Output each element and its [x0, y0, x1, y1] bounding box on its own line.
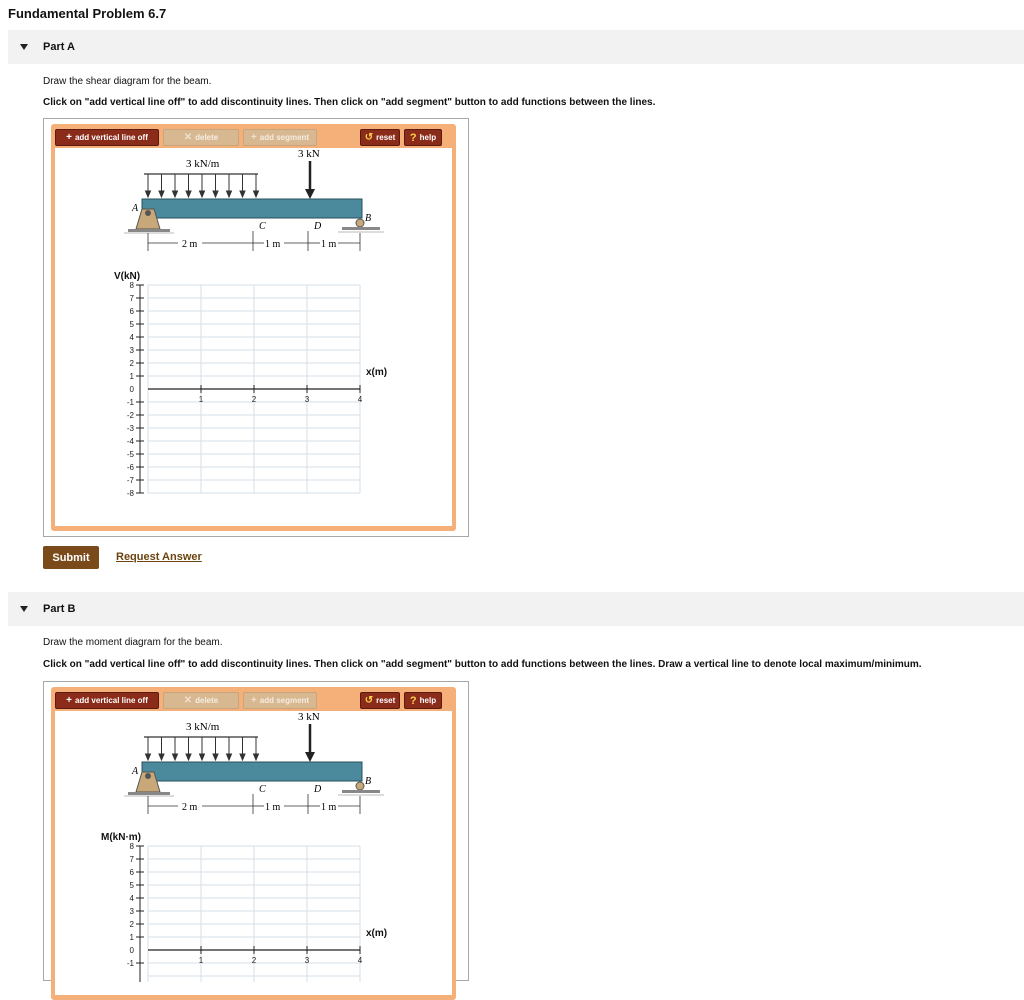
help-label: help	[419, 133, 437, 142]
request-answer-link[interactable]: Request Answer	[116, 551, 202, 563]
load-arrowhead	[186, 754, 191, 760]
distributed-load-arrows	[144, 174, 259, 197]
y-axis-label: V(kN)	[114, 271, 141, 282]
y-tick-label: 6	[129, 307, 134, 316]
load-arrowhead	[146, 191, 151, 197]
delete-label: delete	[195, 696, 219, 705]
add-vertical-line-label: add vertical line off	[74, 696, 148, 705]
distributed-load-label: 3 kN/m	[186, 721, 220, 733]
point-load-label: 3 kN	[298, 711, 320, 723]
x-tick-label: 2	[251, 395, 257, 404]
x-tick-label: 4	[357, 956, 363, 965]
y-tick-label: 0	[129, 946, 134, 955]
dimension-1m-cd: 1 m	[265, 239, 281, 250]
point-load-arrow	[305, 724, 315, 762]
y-tick-label: 1	[129, 372, 134, 381]
help-button[interactable]	[404, 129, 442, 146]
load-arrowhead	[213, 191, 218, 197]
x-tick-label: 1	[198, 956, 204, 965]
load-arrowhead	[146, 754, 151, 760]
part-b-header[interactable]	[8, 592, 1024, 626]
point-c-label: C	[259, 784, 266, 795]
y-tick-label: 4	[129, 333, 134, 342]
help-label: help	[419, 696, 437, 705]
collapse-caret-icon[interactable]	[20, 44, 28, 50]
part-a-label: Part A	[43, 41, 75, 53]
page-title: Fundamental Problem 6.7	[8, 6, 167, 21]
load-arrowhead	[254, 754, 259, 760]
y-tick-label: 1	[129, 933, 134, 942]
y-tick-label: 6	[129, 868, 134, 877]
y-tick-label: -1	[126, 959, 134, 968]
dimension-1m-db: 1 m	[321, 239, 337, 250]
y-tick-label: -2	[126, 411, 134, 420]
load-arrowhead	[173, 754, 178, 760]
dimension-2m: 2 m	[182, 239, 198, 250]
point-a-label: A	[132, 766, 139, 777]
y-tick-label: 3	[129, 346, 134, 355]
dimension-2m: 2 m	[182, 802, 198, 813]
delete-button[interactable]	[163, 692, 239, 709]
part-a-instruction: Draw the shear diagram for the beam.	[43, 76, 212, 87]
part-a-header[interactable]	[8, 30, 1024, 64]
y-tick-label: 2	[129, 359, 134, 368]
y-tick-label: 8	[129, 842, 134, 851]
collapse-caret-icon[interactable]	[20, 606, 28, 612]
reset-label: reset	[376, 133, 396, 142]
undo-arrow-icon: ↺	[364, 695, 374, 706]
part-b-applet	[43, 681, 469, 981]
moment-diagram-plot[interactable]	[44, 832, 464, 982]
y-tick-label: -5	[126, 450, 134, 459]
question-icon: ?	[409, 131, 417, 144]
x-axis-label: x(m)	[366, 928, 388, 939]
add-vertical-line-button[interactable]	[55, 129, 159, 146]
reset-button[interactable]	[360, 692, 400, 709]
plus-icon: +	[250, 132, 257, 143]
part-b-instruction-detail: Click on "add vertical line off" to add discontinuity lines. Then click on "add segment" button to add functions between the lines. Draw a vertical line to denote local maximum/minimum.	[43, 659, 922, 670]
point-a-label: A	[132, 203, 139, 214]
point-d-label: D	[314, 221, 322, 232]
shear-diagram-plot[interactable]	[44, 269, 464, 509]
x-tick-label: 3	[304, 956, 310, 965]
y-tick-label: 0	[129, 385, 134, 394]
y-tick-label: 5	[129, 881, 134, 890]
y-tick-label: 2	[129, 920, 134, 929]
roller-support-b	[338, 782, 384, 795]
part-a-applet	[43, 118, 469, 537]
distributed-load-label: 3 kN/m	[186, 158, 220, 170]
question-icon: ?	[409, 694, 417, 707]
add-segment-button[interactable]	[243, 129, 317, 146]
point-c-label: C	[259, 221, 266, 232]
x-tick-label: 2	[251, 956, 257, 965]
plus-icon: +	[250, 695, 257, 706]
load-arrowhead	[254, 191, 259, 197]
y-tick-label: 7	[129, 855, 134, 864]
x-tick-label: 1	[198, 395, 204, 404]
add-vertical-line-label: add vertical line off	[74, 133, 148, 142]
undo-arrow-icon: ↺	[364, 132, 374, 143]
part-b-label: Part B	[43, 603, 76, 615]
load-arrowhead	[227, 754, 232, 760]
y-tick-label: -3	[126, 424, 134, 433]
y-tick-label: 5	[129, 320, 134, 329]
help-button[interactable]	[404, 692, 442, 709]
beam-figure	[98, 710, 438, 820]
point-b-label: B	[365, 213, 372, 224]
point-load-arrow	[305, 161, 315, 199]
load-arrowhead	[240, 754, 245, 760]
point-b-label: B	[365, 776, 372, 787]
beam	[142, 199, 362, 218]
y-tick-label: 4	[129, 894, 134, 903]
distributed-load-arrows	[144, 737, 259, 760]
load-arrowhead	[186, 191, 191, 197]
submit-button[interactable]: Submit	[43, 546, 99, 569]
x-icon: ✕	[183, 132, 193, 143]
roller-support-b	[338, 219, 384, 232]
part-a-instruction-detail: Click on "add vertical line off" to add discontinuity lines. Then click on "add segment" button to add functions between the lines.	[43, 97, 656, 108]
reset-label: reset	[376, 696, 396, 705]
load-arrowhead	[159, 754, 164, 760]
y-tick-label: 8	[129, 281, 134, 290]
load-arrowhead	[200, 754, 205, 760]
y-tick-label: 7	[129, 294, 134, 303]
x-tick-label: 3	[304, 395, 310, 404]
load-arrowhead	[173, 191, 178, 197]
dimension-1m-db: 1 m	[321, 802, 337, 813]
part-b-instruction: Draw the moment diagram for the beam.	[43, 637, 223, 648]
point-d-label: D	[314, 784, 322, 795]
load-arrowhead	[213, 754, 218, 760]
add-vertical-line-button[interactable]	[55, 692, 159, 709]
y-tick-label: -1	[126, 398, 134, 407]
load-arrowhead	[240, 191, 245, 197]
add-segment-button[interactable]	[243, 692, 317, 709]
add-segment-label: add segment	[259, 696, 310, 705]
plus-icon: +	[66, 695, 72, 706]
x-icon: ✕	[183, 695, 193, 706]
x-axis-label: x(m)	[366, 367, 388, 378]
y-tick-label: -6	[126, 463, 134, 472]
load-arrowhead	[200, 191, 205, 197]
load-arrowhead	[159, 191, 164, 197]
plus-icon: +	[66, 132, 72, 143]
dimension-1m-cd: 1 m	[265, 802, 281, 813]
y-tick-label: -7	[126, 476, 134, 485]
reset-button[interactable]	[360, 129, 400, 146]
point-load-label: 3 kN	[298, 148, 320, 160]
y-tick-label: -4	[126, 437, 134, 446]
delete-button[interactable]	[163, 129, 239, 146]
y-tick-label: 3	[129, 907, 134, 916]
beam-figure	[98, 147, 438, 257]
y-tick-label: -8	[126, 489, 134, 498]
x-tick-label: 4	[357, 395, 363, 404]
delete-label: delete	[195, 133, 219, 142]
load-arrowhead	[227, 191, 232, 197]
beam	[142, 762, 362, 781]
y-axis-label: M(kN·m)	[101, 832, 141, 843]
add-segment-label: add segment	[259, 133, 310, 142]
